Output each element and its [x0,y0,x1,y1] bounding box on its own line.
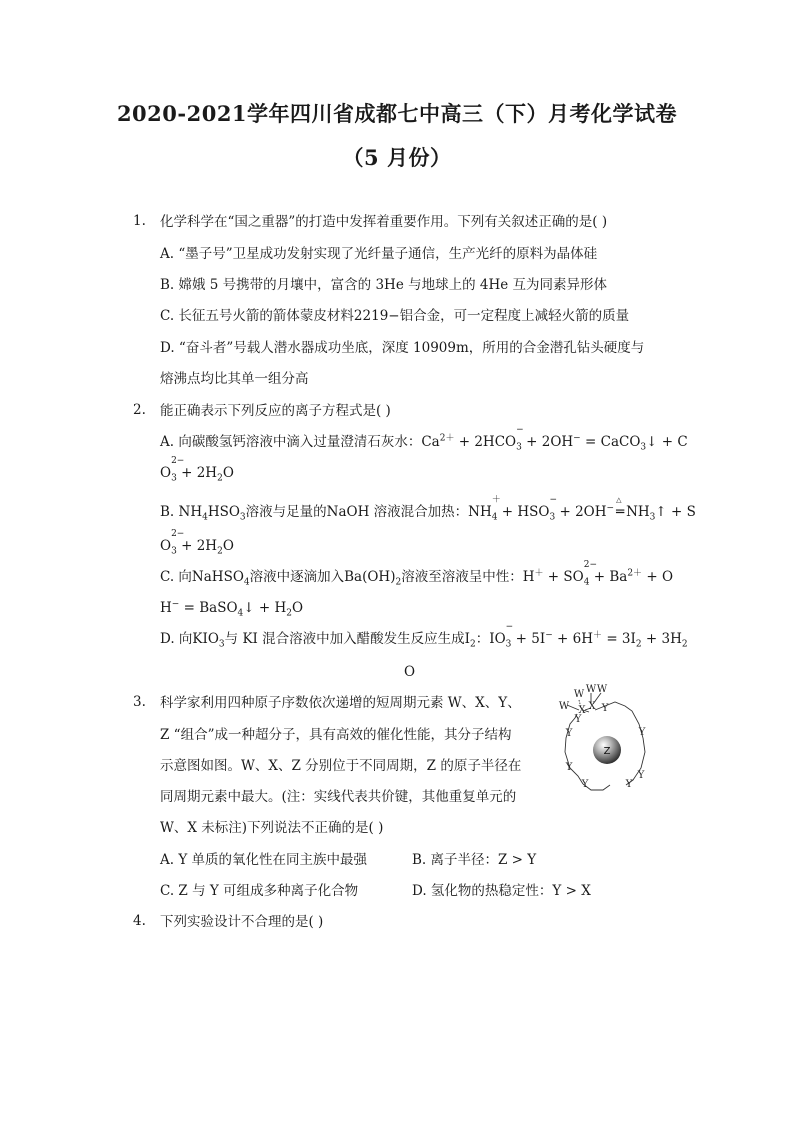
option-d-continued: O [404,664,416,680]
option-b: B. 嫦娥 5 号携带的月壤中，富含的 3He 与地球上的 4He 互为同素异形体 [160,277,608,293]
question-stem-line: 同周期元素中最大。(注：实线代表共价键，其他重复单元的 [160,789,517,805]
atom-y: Y [637,770,645,781]
option-a: A. “墨子号”卫星成功发射实现了光纤量子通信，生产光纤的原料为晶体硅 [160,246,598,262]
option-a: A. 向碳酸氢钙溶液中滴入过量澄清石灰水：$Ca^{2+} + 2HCO_3$ − + 2OH− = CaCO$_3$↓ + C [160,425,688,453]
question-stem: 能正确表示下列反应的离子方程式是( ) [160,403,391,419]
option-d: D. 向$KIO_3$与 KI 混合溶液中加入醋酸发生反应生成$I_2$：$IO_3$ − + $5I^- + 6H^+ = 3I_2 + 3H_2$ [160,622,688,650]
option-b: B. 离子半径：Z > Y [412,852,537,868]
question-stem-line: 示意图如图。W、X、Z 分别位于不同周期，Z 的原子半径在 [160,758,522,774]
question-number: 3. [133,694,146,710]
supramolecule-structure-diagram [553,680,663,805]
atom-y: Y [601,703,609,714]
option-a-continued: $O_3$ 2− + $2H_2O$ [160,456,234,484]
option-d-continued: 熔沸点均比其单一组分高 [160,371,309,387]
atom-w: W [558,701,570,712]
atom-y: Y [581,779,589,790]
atom-w: W [596,684,608,695]
option-c: C. Z 与 Y 可组成多种离子化合物 [160,883,359,899]
atom-y: Y [625,779,633,790]
atom-z: Z [603,746,611,757]
exam-subtitle: （5 月份） [342,145,452,170]
question-stem-line: Z “组合”成一种超分子，具有高效的催化性能，其分子结构 [160,727,512,743]
option-b-continued: $O_3$ 2− + $2H_2O$ [160,529,234,557]
atom-y: Y [565,762,573,773]
option-d: D. 氢化物的热稳定性：Y > X [412,883,591,899]
atom-y: Y [565,728,573,739]
option-b: B. $NH_4HSO_3$溶液与足量的NaOH 溶液混合加热：$NH_4$ ＋ + $HSO_3$ − + 2OH− △ ═ $NH_3↑ + S$ [160,503,696,521]
heat-symbol: △ [616,496,622,504]
atom-w: W [573,689,585,700]
atom-y: Y [574,714,582,725]
exam-title: 2020-2021学年四川省成都七中高三（下）月考化学试卷 [116,101,678,126]
question-stem: 下列实验设计不合理的是( ) [160,914,324,930]
atom-x: X [578,705,586,716]
option-c: C. 长征五号火箭的箭体蒙皮材料2219−铝合金，可一定程度上减轻火箭的质量 [160,308,630,324]
option-d: D. “奋斗者”号载人潜水器成功坐底，深度 10909m，所用的合金潜孔钻头硬度与 [160,340,645,356]
question-stem-line: W、X 未标注)下列说法不正确的是( ) [160,820,384,836]
atom-x: X [588,701,596,712]
question-number: 4. [133,913,146,929]
option-a: A. Y 单质的氧化性在同主族中最强 [160,852,368,868]
option-c-continued: H− = BaSO$_4$↓ + $H_2O$ [160,599,304,619]
atom-y: Y [638,727,646,738]
question-stem-line: 科学家利用四种原子序数依次递增的短周期元素 W、X、Y、 [160,695,521,711]
atom-w: W [585,684,597,695]
question-number: 2. [133,402,146,418]
question-number: 1. [133,213,146,229]
equals-sign: ═ [615,504,625,520]
option-c: C. 向NaHSO$_4$溶液中逐滴加入$Ba(OH)_2$溶液至溶液呈中性：$H^+ + SO_4$ 2− + $Ba^{2+} + O$ [160,560,674,588]
question-stem: 化学科学在“国之重器”的打造中发挥着重要作用。下列有关叙述正确的是( ) [160,214,608,230]
